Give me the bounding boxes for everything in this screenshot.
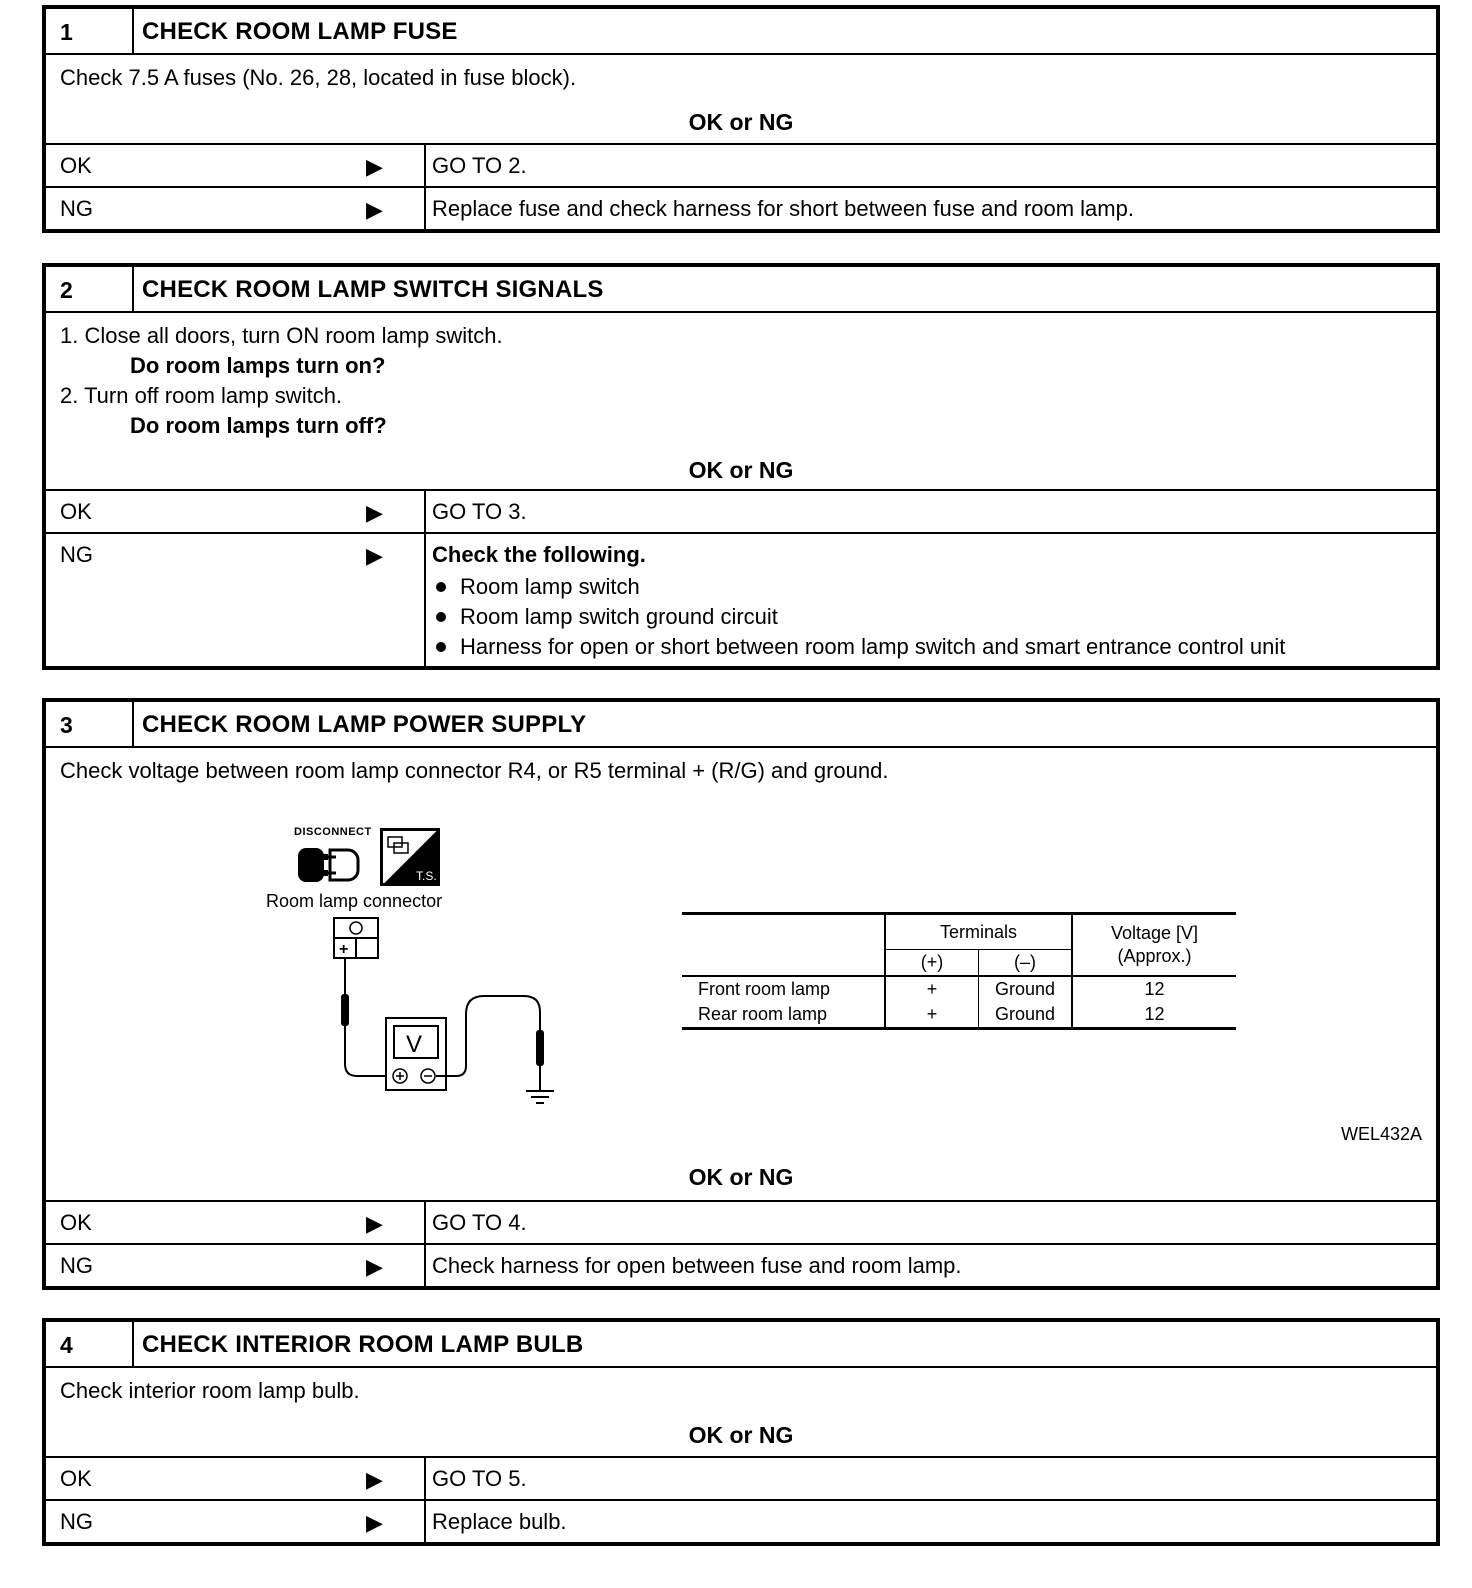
step-title: CHECK ROOM LAMP SWITCH SIGNALS xyxy=(142,276,604,303)
step-body xyxy=(46,1368,1436,1458)
disconnect-icon xyxy=(296,840,370,888)
ok-row xyxy=(46,491,1436,532)
step-title: CHECK ROOM LAMP FUSE xyxy=(142,18,458,45)
ok-or-ng-label: OK or NG xyxy=(688,109,794,135)
ng-label: NG ▶ xyxy=(46,534,426,666)
connector-circuit xyxy=(326,916,616,1116)
ng-action: Replace bulb. xyxy=(432,1509,567,1534)
arrow-right-icon: ▶ xyxy=(366,500,383,525)
step-2 xyxy=(42,263,1440,670)
list-item: Harness for open or short between room lamp switch and smart entrance control unit xyxy=(432,632,1436,662)
step-body xyxy=(46,55,1436,145)
ok-or-ng-label: OK or NG xyxy=(688,1422,794,1448)
step-body xyxy=(46,748,1436,1202)
question-line: Do room lamps turn off? xyxy=(130,413,387,438)
plus-column-header: (+) xyxy=(885,950,979,977)
figure-id: WEL432A xyxy=(1340,1124,1422,1144)
arrow-right-icon: ▶ xyxy=(366,1254,383,1279)
minus-column-header: (–) xyxy=(979,950,1073,977)
ok-label: OK ▶ xyxy=(46,1458,426,1499)
ng-label: NG ▶ xyxy=(46,1245,426,1286)
arrow-right-icon: ▶ xyxy=(366,1467,383,1492)
bullet-icon xyxy=(436,642,446,652)
bullet-icon xyxy=(436,582,446,592)
step-title: CHECK INTERIOR ROOM LAMP BULB xyxy=(142,1331,584,1358)
ts-label: T.S. xyxy=(416,869,437,883)
ok-action: GO TO 3. xyxy=(432,499,527,524)
arrow-right-icon: ▶ xyxy=(366,197,383,222)
ng-label: NG ▶ xyxy=(46,1501,426,1542)
list-item: Room lamp switch ground circuit xyxy=(432,602,1436,632)
arrow-right-icon: ▶ xyxy=(366,1510,383,1535)
test-switch-icon xyxy=(380,828,440,886)
step-title: CHECK ROOM LAMP POWER SUPPLY xyxy=(142,711,587,738)
question-line: Do room lamps turn on? xyxy=(130,353,386,378)
step-1 xyxy=(42,5,1440,233)
arrow-right-icon: ▶ xyxy=(366,154,383,179)
ng-row xyxy=(46,532,1436,666)
instruction-line: 1. Close all doors, turn ON room lamp switch. xyxy=(60,323,503,348)
ng-heading: Check the following. xyxy=(432,542,646,567)
voltmeter-label: V xyxy=(406,1031,423,1058)
step-number: 4 xyxy=(46,1322,134,1366)
arrow-right-icon: ▶ xyxy=(366,1211,383,1236)
table-row: Rear room lamp + Ground 12 xyxy=(682,1002,1236,1029)
ng-row xyxy=(46,186,1436,229)
ok-or-ng-label: OK or NG xyxy=(688,1164,794,1190)
terminals-header: Terminals xyxy=(885,914,1072,950)
step-body xyxy=(46,313,1436,491)
step-header xyxy=(46,267,1436,313)
instruction-text: Check 7.5 A fuses (No. 26, 28, located in fuse block). xyxy=(60,65,577,90)
ng-row xyxy=(46,1243,1436,1286)
ok-label: OK ▶ xyxy=(46,491,426,532)
instruction-text: Check voltage between room lamp connector R4, or R5 terminal + (R/G) and ground. xyxy=(60,758,889,783)
ok-label: OK ▶ xyxy=(46,1202,426,1243)
ng-action: Check harness for open between fuse and room lamp. xyxy=(432,1253,962,1278)
ok-action: GO TO 5. xyxy=(432,1466,527,1491)
voltage-header: Voltage [V] (Approx.) xyxy=(1072,914,1236,977)
ok-row xyxy=(46,1202,1436,1243)
ng-row xyxy=(46,1499,1436,1542)
ok-action: GO TO 2. xyxy=(432,153,527,178)
plus-terminal-label: + xyxy=(339,941,349,958)
step-header xyxy=(46,1322,1436,1368)
step-header xyxy=(46,702,1436,748)
step-header xyxy=(46,9,1436,55)
ng-label: NG ▶ xyxy=(46,188,426,229)
table-row: Front room lamp + Ground 12 xyxy=(682,976,1236,1002)
voltage-spec-table xyxy=(682,912,1236,1030)
bullet-icon xyxy=(436,612,446,622)
ok-row xyxy=(46,1458,1436,1499)
instruction-line: 2. Turn off room lamp switch. xyxy=(60,383,343,408)
ok-or-ng-label: OK or NG xyxy=(688,457,794,483)
step-number: 3 xyxy=(46,702,134,746)
ok-label: OK ▶ xyxy=(46,145,426,186)
disconnect-label: DISCONNECT xyxy=(294,826,372,838)
step-3 xyxy=(42,698,1440,1290)
ok-action: GO TO 4. xyxy=(432,1210,527,1235)
wiring-diagram xyxy=(266,826,626,1116)
step-4 xyxy=(42,1318,1440,1546)
list-item: Room lamp switch xyxy=(432,572,1436,602)
ok-row xyxy=(46,145,1436,186)
arrow-right-icon: ▶ xyxy=(366,543,383,568)
ng-action xyxy=(426,534,1436,666)
ng-action: Replace fuse and check harness for short between fuse and room lamp. xyxy=(432,196,1134,221)
step-number: 1 xyxy=(46,9,134,53)
step-number: 2 xyxy=(46,267,134,311)
connector-label: Room lamp connector xyxy=(266,891,443,911)
instruction-text: Check interior room lamp bulb. xyxy=(60,1378,360,1403)
